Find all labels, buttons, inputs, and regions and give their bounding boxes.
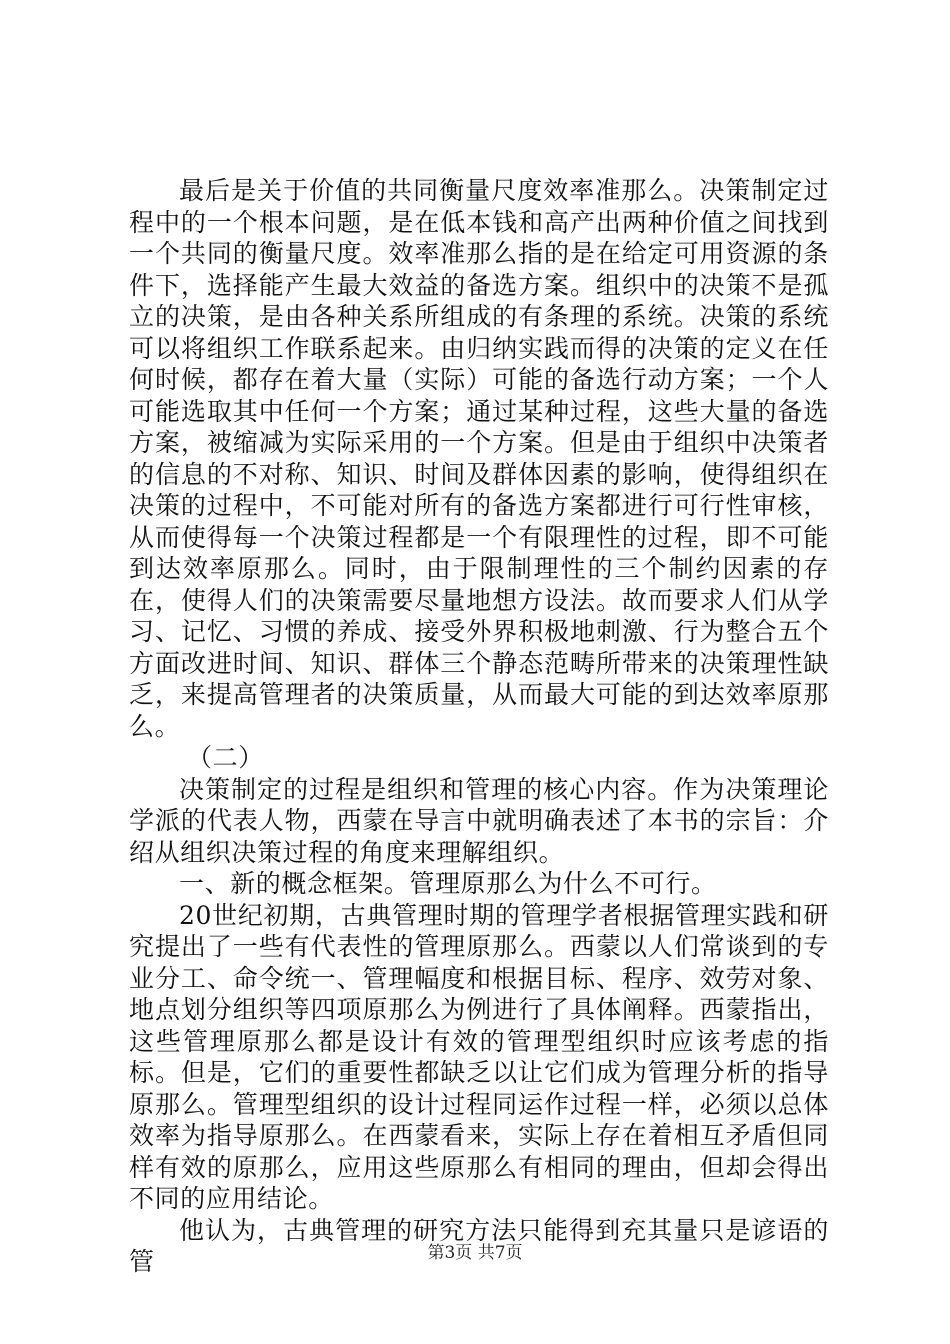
section-heading-new-framework: 一、新的概念框架。管理原那么为什么不可行。: [179, 869, 717, 898]
paragraph-classical-method: 他认为，古典管理的研究方法只能得到充其量只是谚语的管: [129, 1215, 829, 1276]
paragraph-classical-principles: 20世纪初期，古典管理时期的管理学者根据管理实践和研究提出了一些有代表性的管理原那么。西蒙以人们常谈到的专业分工、命令统一、管理幅度和根据目标、程序、效劳对象、地点划分组织等四项原那么为例进行了具体阐释。西蒙指出，这些管理原那么都是设计有效的管理型组织时应该考虑的指标。但是，它们的重要性都缺乏以让它们成为管理分析的指导原那么。管理型组织的设计过程同运作过程一样，必须以总体效率为指导原那么。在西蒙看来，实际上存在着相互矛盾但同样有效的原那么，应用这些原那么有相同的理由，但却会得出不同的应用结论。: [129, 900, 829, 1213]
paragraph-efficiency-criterion: 最后是关于价值的共同衡量尺度效率准那么。决策制定过程中的一个根本问题，是在低本钱和高产出两种价值之间找到一个共同的衡量尺度。效率准那么指的是在给定可用资源的条件下，选择能产生最大效益的备选方案。组织中的决策不是孤立的决策，是由各种关系所组成的有条理的系统。决策的系统可以将组织工作联系起来。由归纳实践而得的决策的定义在任何时候，都存在着大量（实际）可能的备选行动方案；一个人可能选取其中任何一个方案；通过某种过程，这些大量的备选方案，被缩减为实际采用的一个方案。但是由于组织中决策者的信息的不对称、知识、时间及群体因素的影响，使得组织在决策的过程中，不可能对所有的备选方案都进行可行性审核，从而使得每一个决策过程都是一个有限理性的过程，即不可能到达效率原那么。同时，由于限制理性的三个制约因素的存在，使得人们的决策需要尽量地想方设法。故而要求人们从学习、记忆、习惯的养成、接受外界积极地刺激、行为整合五个方面改进时间、知识、群体三个静态范畴所带来的决策理性缺乏，来提高管理者的决策质量，从而最大可能的到达效率原那么。: [129, 176, 829, 741]
document-body: [129, 175, 829, 1278]
section-heading-two: （二）: [187, 743, 264, 772]
paragraph-decision-making-core: 决策制定的过程是组织和管理的核心内容。作为决策理论学派的代表人物，西蒙在导言中就明确表述了本书的宗旨：介绍从组织决策过程的角度来理解组织。: [129, 774, 829, 867]
page-footer: 第3页 共7页: [427, 1243, 523, 1263]
